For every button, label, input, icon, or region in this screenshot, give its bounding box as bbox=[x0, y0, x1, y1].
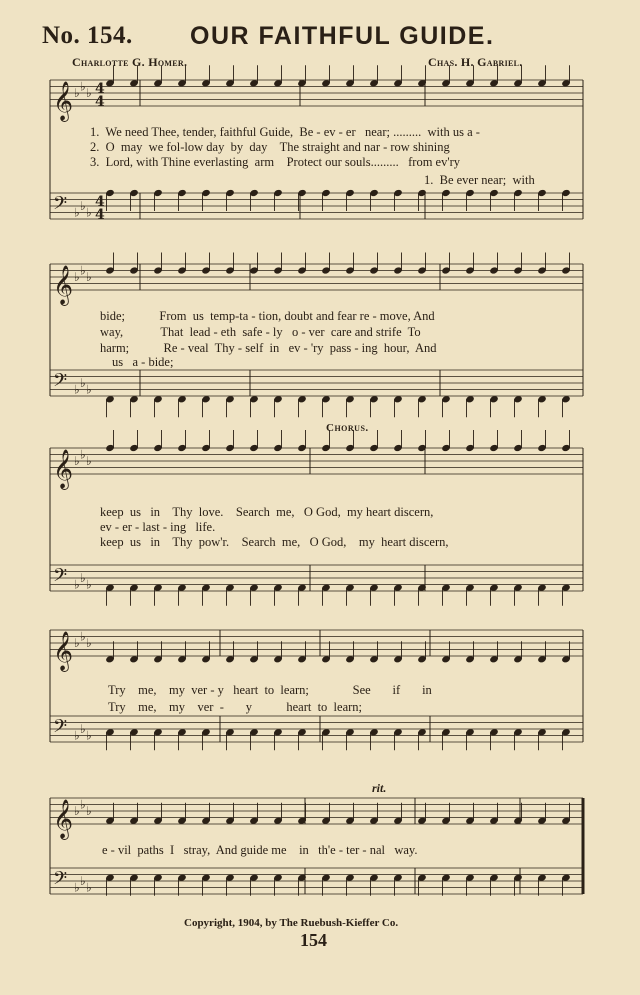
lyric-chorus-line4: Try me, my ver - y heart to learn; See if in bbox=[108, 683, 432, 697]
time-signature: 4 bbox=[95, 94, 105, 110]
flat-icon: ♭ bbox=[80, 571, 86, 585]
flat-icon: ♭ bbox=[86, 577, 92, 592]
flat-icon: ♭ bbox=[74, 205, 80, 220]
hymn-title: OUR FAITHFUL GUIDE. bbox=[190, 22, 495, 50]
flat-icon: ♭ bbox=[80, 722, 86, 736]
flat-icon: ♭ bbox=[86, 728, 92, 743]
page-number: 154 bbox=[300, 930, 327, 950]
flat-icon: ♭ bbox=[86, 382, 92, 397]
bass-clef-icon: 𝄢 bbox=[53, 868, 68, 894]
flat-icon: ♭ bbox=[74, 270, 80, 284]
flat-icon: ♭ bbox=[86, 880, 92, 895]
lyric-chorus-line3: keep us in Thy pow'r. Search me, O God, my heart discern, bbox=[100, 535, 449, 549]
lyric-verse2-line2: way, That lead - eth safe - ly o - ver care and strife To bbox=[100, 325, 421, 339]
time-signature: 4 bbox=[95, 81, 105, 97]
lyric-verse3-line2: harm; Re - veal Thy - self in ev - 'ry pass - ing hour, And bbox=[100, 341, 437, 355]
flat-icon: ♭ bbox=[74, 804, 80, 818]
lyric-verse1-line1: 1. We need Thee, tender, faithful Guide, Be - ev - er near; ......... with us a - bbox=[90, 125, 480, 139]
flat-icon: ♭ bbox=[80, 376, 86, 390]
treble-clef-icon: 𝄞 bbox=[53, 265, 74, 305]
bass-clef-icon: 𝄢 bbox=[53, 193, 68, 219]
flat-icon: ♭ bbox=[74, 728, 80, 743]
ritardando-mark: rit. bbox=[372, 781, 387, 795]
flat-icon: ♭ bbox=[80, 263, 86, 278]
lyric-chorus-line2: ev - er - last - ing life. bbox=[100, 520, 216, 534]
bass-clef-icon: 𝄢 bbox=[53, 716, 68, 742]
flat-icon: ♭ bbox=[80, 629, 86, 644]
lyric-chorus-line1: keep us in Thy love. Search me, O God, my heart discern, bbox=[100, 505, 434, 519]
flat-icon: ♭ bbox=[74, 636, 80, 650]
chorus-label: Chorus. bbox=[326, 422, 369, 434]
bass-clef-icon: 𝄢 bbox=[53, 370, 68, 396]
treble-clef-icon: 𝄞 bbox=[53, 449, 74, 489]
copyright-notice: Copyright, 1904, by The Ruebush-Kieffer Co. bbox=[184, 917, 399, 929]
flat-icon: ♭ bbox=[80, 874, 86, 888]
flat-icon: ♭ bbox=[86, 205, 92, 220]
hymn-number: No. 154. bbox=[42, 22, 133, 49]
flat-icon: ♭ bbox=[74, 880, 80, 895]
bass-clef-icon: 𝄢 bbox=[53, 565, 68, 591]
lyric-verse2-line1: 2. O may we fol-low day by day The straight and nar - row shining bbox=[90, 140, 450, 154]
flat-icon: ♭ bbox=[80, 199, 86, 213]
treble-clef-icon: 𝄞 bbox=[53, 81, 74, 121]
flat-icon: ♭ bbox=[74, 577, 80, 592]
flat-icon: ♭ bbox=[86, 86, 92, 100]
flat-icon: ♭ bbox=[74, 454, 80, 468]
lyric-chorus-line6: e - vil paths I stray, And guide me in th'e - ter - nal way. bbox=[102, 843, 418, 857]
lyric-verse1-line2: bide; From us temp-ta - tion, doubt and fear re - move, And bbox=[100, 309, 435, 323]
composer-credit: Chas. H. Gabriel. bbox=[428, 55, 523, 69]
flat-icon: ♭ bbox=[86, 454, 92, 468]
lyric-verse3-line1: 3. Lord, with Thine everlasting arm Protect our souls......... from ev'ry bbox=[90, 155, 461, 169]
flat-icon: ♭ bbox=[80, 797, 86, 812]
flat-icon: ♭ bbox=[86, 804, 92, 818]
flat-icon: ♭ bbox=[74, 382, 80, 397]
flat-icon: ♭ bbox=[86, 636, 92, 650]
treble-clef-icon: 𝄞 bbox=[53, 799, 74, 839]
time-signature: 4 bbox=[95, 194, 105, 210]
time-signature: 4 bbox=[95, 207, 105, 223]
flat-icon: ♭ bbox=[74, 86, 80, 100]
lyric-chorus-line5: Try me, my ver - y heart to learn; bbox=[108, 700, 363, 714]
lyric-bass-echo: 1. Be ever near; with bbox=[424, 173, 535, 187]
flat-icon: ♭ bbox=[86, 270, 92, 284]
treble-clef-icon: 𝄞 bbox=[53, 631, 74, 671]
lyric-bass-echo-2: us a - bide; bbox=[112, 355, 174, 369]
flat-icon: ♭ bbox=[80, 79, 86, 94]
flat-icon: ♭ bbox=[80, 447, 86, 462]
author-credit: Charlotte G. Homer. bbox=[72, 55, 188, 69]
